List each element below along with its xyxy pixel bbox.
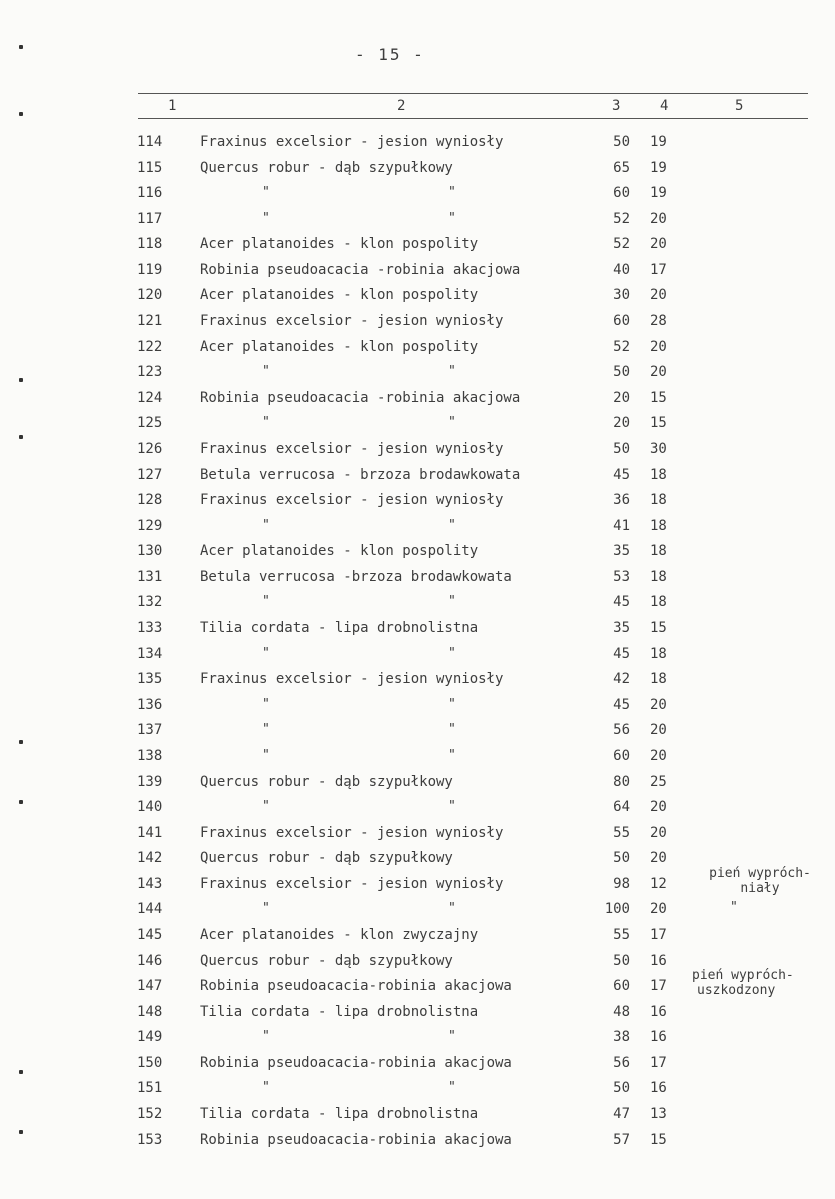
species-name: Fraxinus excelsior - jesion wyniosły bbox=[200, 313, 504, 330]
species-name: Robinia pseudoacacia-robinia akacjowa bbox=[200, 978, 512, 995]
table-row bbox=[0, 390, 835, 415]
ditto-mark: " bbox=[448, 1029, 456, 1045]
margin-mark bbox=[19, 435, 23, 439]
col-4-value: 16 bbox=[650, 1029, 667, 1046]
col-4-value: 20 bbox=[650, 210, 667, 227]
col-3-value: 52 bbox=[613, 210, 630, 227]
ditto-mark: " bbox=[262, 210, 270, 226]
col-4-value: 20 bbox=[650, 236, 667, 253]
species-name: Robinia pseudoacacia -robinia akacjowa bbox=[200, 389, 521, 406]
species-name: Fraxinus excelsior - jesion wyniosły bbox=[200, 824, 504, 841]
table-row bbox=[0, 825, 835, 850]
ditto-mark: " bbox=[262, 594, 270, 610]
table-row bbox=[0, 134, 835, 159]
table-row bbox=[0, 1055, 835, 1080]
table-row bbox=[0, 492, 835, 517]
col-4-value: 17 bbox=[650, 926, 667, 943]
ditto-mark: " bbox=[448, 594, 456, 610]
row-number: 133 bbox=[137, 620, 163, 637]
remark-note-1-ditto: " bbox=[730, 900, 738, 915]
col-3-value: 60 bbox=[613, 747, 630, 764]
ditto-mark: " bbox=[262, 185, 270, 201]
table-row bbox=[0, 185, 835, 210]
row-number: 118 bbox=[137, 236, 163, 253]
col-4-value: 15 bbox=[650, 620, 667, 637]
col-3-value: 50 bbox=[613, 364, 630, 381]
header-col-3: 3 bbox=[612, 98, 621, 114]
table-row bbox=[0, 1132, 835, 1157]
col-4-value: 25 bbox=[650, 773, 667, 790]
col-3-value: 50 bbox=[613, 952, 630, 969]
col-3-value: 52 bbox=[613, 338, 630, 355]
row-number: 132 bbox=[137, 594, 163, 611]
table-row bbox=[0, 1004, 835, 1029]
row-number: 126 bbox=[137, 440, 163, 457]
species-name: Tilia cordata - lipa drobnolistna bbox=[200, 1106, 479, 1123]
species-name: Quercus robur - dąb szypułkowy bbox=[200, 952, 453, 969]
table-row bbox=[0, 620, 835, 645]
row-number: 139 bbox=[137, 773, 163, 790]
row-number: 142 bbox=[137, 850, 163, 867]
col-3-value: 36 bbox=[613, 492, 630, 509]
col-4-value: 20 bbox=[650, 364, 667, 381]
col-3-value: 50 bbox=[613, 440, 630, 457]
table-row bbox=[0, 1080, 835, 1105]
row-number: 150 bbox=[137, 1054, 163, 1071]
row-number: 141 bbox=[137, 824, 163, 841]
col-4-value: 28 bbox=[650, 313, 667, 330]
row-number: 128 bbox=[137, 492, 163, 509]
table-row bbox=[0, 748, 835, 773]
col-3-value: 30 bbox=[613, 287, 630, 304]
row-number: 134 bbox=[137, 645, 163, 662]
species-name: Acer platanoides - klon pospolity bbox=[200, 543, 479, 560]
table-row bbox=[0, 1106, 835, 1131]
col-4-value: 30 bbox=[650, 440, 667, 457]
col-3-value: 45 bbox=[613, 594, 630, 611]
row-number: 149 bbox=[137, 1029, 163, 1046]
table-row bbox=[0, 1029, 835, 1054]
row-number: 123 bbox=[137, 364, 163, 381]
margin-mark bbox=[19, 800, 23, 804]
table-row bbox=[0, 671, 835, 696]
species-name: Tilia cordata - lipa drobnolistna bbox=[200, 1003, 479, 1020]
ditto-mark: " bbox=[262, 747, 270, 763]
row-number: 151 bbox=[137, 1080, 163, 1097]
col-3-value: 35 bbox=[613, 543, 630, 560]
row-number: 144 bbox=[137, 901, 163, 918]
col-4-value: 19 bbox=[650, 159, 667, 176]
col-3-value: 60 bbox=[613, 185, 630, 202]
col-4-value: 17 bbox=[650, 978, 667, 995]
table-row bbox=[0, 518, 835, 543]
col-4-value: 18 bbox=[650, 594, 667, 611]
row-number: 131 bbox=[137, 568, 163, 585]
row-number: 122 bbox=[137, 338, 163, 355]
row-number: 140 bbox=[137, 799, 163, 816]
col-3-value: 47 bbox=[613, 1106, 630, 1123]
table-row bbox=[0, 211, 835, 236]
row-number: 115 bbox=[137, 159, 163, 176]
table-header-rule bbox=[138, 118, 808, 119]
col-4-value: 17 bbox=[650, 261, 667, 278]
ditto-mark: " bbox=[262, 722, 270, 738]
row-number: 114 bbox=[137, 134, 163, 150]
col-3-value: 64 bbox=[613, 799, 630, 816]
col-3-value: 55 bbox=[613, 824, 630, 841]
col-3-value: 98 bbox=[613, 875, 630, 892]
ditto-mark: " bbox=[448, 799, 456, 815]
row-number: 147 bbox=[137, 978, 163, 995]
col-3-value: 55 bbox=[613, 926, 630, 943]
ditto-mark: " bbox=[448, 1080, 456, 1096]
table-row bbox=[0, 441, 835, 466]
row-number: 145 bbox=[137, 926, 163, 943]
table-row bbox=[0, 262, 835, 287]
row-number: 135 bbox=[137, 671, 163, 688]
col-4-value: 20 bbox=[650, 824, 667, 841]
species-name: Robinia pseudoacacia -robinia akacjowa bbox=[200, 261, 521, 278]
ditto-mark: " bbox=[448, 517, 456, 533]
col-3-value: 53 bbox=[613, 568, 630, 585]
remark-note-1: pień wypróch- niały bbox=[709, 866, 811, 896]
species-name: Quercus robur - dąb szypułkowy bbox=[200, 850, 453, 867]
species-name: Fraxinus excelsior - jesion wyniosły bbox=[200, 875, 504, 892]
col-4-value: 19 bbox=[650, 185, 667, 202]
remark-note-2-line-2: uszkodzony bbox=[697, 983, 776, 998]
ditto-mark: " bbox=[262, 517, 270, 533]
table-row bbox=[0, 799, 835, 824]
col-3-value: 80 bbox=[613, 773, 630, 790]
margin-mark bbox=[19, 740, 23, 744]
ditto-mark: " bbox=[262, 415, 270, 431]
species-name: Quercus robur - dąb szypułkowy bbox=[200, 773, 453, 790]
species-name: Fraxinus excelsior - jesion wyniosły bbox=[200, 440, 504, 457]
col-4-value: 15 bbox=[650, 1131, 667, 1148]
table-row bbox=[0, 774, 835, 799]
row-number: 125 bbox=[137, 415, 163, 432]
col-3-value: 40 bbox=[613, 261, 630, 278]
col-3-value: 60 bbox=[613, 313, 630, 330]
table-row bbox=[0, 467, 835, 492]
page-number: - 15 - bbox=[355, 45, 425, 64]
ditto-mark: " bbox=[262, 645, 270, 661]
col-4-value: 20 bbox=[650, 287, 667, 304]
row-number: 120 bbox=[137, 287, 163, 304]
col-4-value: 20 bbox=[650, 722, 667, 739]
ditto-mark: " bbox=[262, 696, 270, 712]
table-row bbox=[0, 364, 835, 389]
row-number: 124 bbox=[137, 389, 163, 406]
species-name: Acer platanoides - klon pospolity bbox=[200, 338, 479, 355]
col-3-value: 38 bbox=[613, 1029, 630, 1046]
ditto-mark: " bbox=[262, 364, 270, 380]
col-3-value: 50 bbox=[613, 850, 630, 867]
table-row bbox=[0, 236, 835, 261]
col-4-value: 20 bbox=[650, 747, 667, 764]
table-row bbox=[0, 569, 835, 594]
col-4-value: 20 bbox=[650, 696, 667, 713]
row-number: 137 bbox=[137, 722, 163, 739]
col-4-value: 20 bbox=[650, 850, 667, 867]
col-3-value: 60 bbox=[613, 978, 630, 995]
row-number: 148 bbox=[137, 1003, 163, 1020]
ditto-mark: " bbox=[448, 645, 456, 661]
row-number: 138 bbox=[137, 747, 163, 764]
species-name: Robinia pseudoacacia-robinia akacjowa bbox=[200, 1054, 512, 1071]
table-row bbox=[0, 901, 835, 926]
col-3-value: 50 bbox=[613, 134, 630, 150]
table-row bbox=[0, 415, 835, 440]
species-name: Acer platanoides - klon pospolity bbox=[200, 287, 479, 304]
col-4-value: 18 bbox=[650, 543, 667, 560]
species-name: Fraxinus excelsior - jesion wyniosły bbox=[200, 492, 504, 509]
row-number: 116 bbox=[137, 185, 163, 202]
row-number: 143 bbox=[137, 875, 163, 892]
col-3-value: 45 bbox=[613, 696, 630, 713]
margin-mark bbox=[19, 112, 23, 116]
col-4-value: 18 bbox=[650, 645, 667, 662]
col-4-value: 20 bbox=[650, 901, 667, 918]
margin-mark bbox=[19, 1070, 23, 1074]
species-name: Robinia pseudoacacia-robinia akacjowa bbox=[200, 1131, 512, 1148]
row-number: 146 bbox=[137, 952, 163, 969]
ditto-mark: " bbox=[262, 799, 270, 815]
table-row bbox=[0, 543, 835, 568]
header-col-2: 2 bbox=[397, 98, 406, 114]
col-4-value: 12 bbox=[650, 875, 667, 892]
col-4-value: 16 bbox=[650, 952, 667, 969]
table-row bbox=[0, 722, 835, 747]
col-3-value: 48 bbox=[613, 1003, 630, 1020]
col-3-value: 42 bbox=[613, 671, 630, 688]
col-3-value: 50 bbox=[613, 1080, 630, 1097]
row-number: 127 bbox=[137, 466, 163, 483]
species-name: Tilia cordata - lipa drobnolistna bbox=[200, 620, 479, 637]
col-4-value: 15 bbox=[650, 415, 667, 432]
ditto-mark: " bbox=[448, 696, 456, 712]
table-row bbox=[0, 339, 835, 364]
table-row bbox=[0, 594, 835, 619]
col-3-value: 56 bbox=[613, 722, 630, 739]
col-4-value: 18 bbox=[650, 492, 667, 509]
col-4-value: 19 bbox=[650, 134, 667, 150]
col-3-value: 41 bbox=[613, 517, 630, 534]
row-number: 130 bbox=[137, 543, 163, 560]
col-3-value: 45 bbox=[613, 645, 630, 662]
species-name: Betula verrucosa -brzoza brodawkowata bbox=[200, 568, 512, 585]
row-number: 152 bbox=[137, 1106, 163, 1123]
species-name: Betula verrucosa - brzoza brodawkowata bbox=[200, 466, 521, 483]
ditto-mark: " bbox=[448, 747, 456, 763]
col-3-value: 56 bbox=[613, 1054, 630, 1071]
row-number: 117 bbox=[137, 210, 163, 227]
col-4-value: 13 bbox=[650, 1106, 667, 1123]
row-number: 136 bbox=[137, 696, 163, 713]
row-number: 129 bbox=[137, 517, 163, 534]
margin-mark bbox=[19, 1130, 23, 1134]
margin-mark bbox=[19, 378, 23, 382]
row-number: 121 bbox=[137, 313, 163, 330]
col-3-value: 45 bbox=[613, 466, 630, 483]
table-row bbox=[0, 646, 835, 671]
col-4-value: 16 bbox=[650, 1080, 667, 1097]
table-row bbox=[0, 160, 835, 185]
col-4-value: 20 bbox=[650, 799, 667, 816]
species-name: Fraxinus excelsior - jesion wyniosły bbox=[200, 671, 504, 688]
table-row bbox=[0, 313, 835, 338]
table-row bbox=[0, 927, 835, 952]
col-4-value: 18 bbox=[650, 568, 667, 585]
species-name: Fraxinus excelsior - jesion wyniosły bbox=[200, 134, 504, 150]
species-name: Acer platanoides - klon pospolity bbox=[200, 236, 479, 253]
col-4-value: 17 bbox=[650, 1054, 667, 1071]
margin-mark bbox=[19, 45, 23, 49]
col-3-value: 65 bbox=[613, 159, 630, 176]
col-4-value: 18 bbox=[650, 466, 667, 483]
ditto-mark: " bbox=[448, 364, 456, 380]
remark-note-2-line-1: pień wypróch- bbox=[692, 968, 794, 983]
col-3-value: 20 bbox=[613, 415, 630, 432]
header-col-4: 4 bbox=[660, 98, 669, 114]
ditto-mark: " bbox=[262, 1080, 270, 1096]
col-4-value: 16 bbox=[650, 1003, 667, 1020]
col-3-value: 100 bbox=[604, 901, 630, 918]
col-3-value: 57 bbox=[613, 1131, 630, 1148]
species-name: Acer platanoides - klon zwyczajny bbox=[200, 926, 479, 943]
ditto-mark: " bbox=[448, 901, 456, 917]
col-3-value: 52 bbox=[613, 236, 630, 253]
species-name: Quercus robur - dąb szypułkowy bbox=[200, 159, 453, 176]
row-number: 119 bbox=[137, 261, 163, 278]
table-row bbox=[0, 697, 835, 722]
ditto-mark: " bbox=[448, 210, 456, 226]
ditto-mark: " bbox=[262, 901, 270, 917]
row-number: 153 bbox=[137, 1131, 163, 1148]
col-4-value: 15 bbox=[650, 389, 667, 406]
ditto-mark: " bbox=[448, 185, 456, 201]
ditto-mark: " bbox=[448, 415, 456, 431]
header-col-1: 1 bbox=[168, 98, 177, 114]
col-4-value: 18 bbox=[650, 517, 667, 534]
header-col-5: 5 bbox=[735, 98, 744, 114]
table-row bbox=[0, 287, 835, 312]
ditto-mark: " bbox=[262, 1029, 270, 1045]
col-4-value: 20 bbox=[650, 338, 667, 355]
table-top-rule bbox=[138, 93, 808, 94]
col-3-value: 35 bbox=[613, 620, 630, 637]
col-3-value: 20 bbox=[613, 389, 630, 406]
ditto-mark: " bbox=[448, 722, 456, 738]
col-4-value: 18 bbox=[650, 671, 667, 688]
